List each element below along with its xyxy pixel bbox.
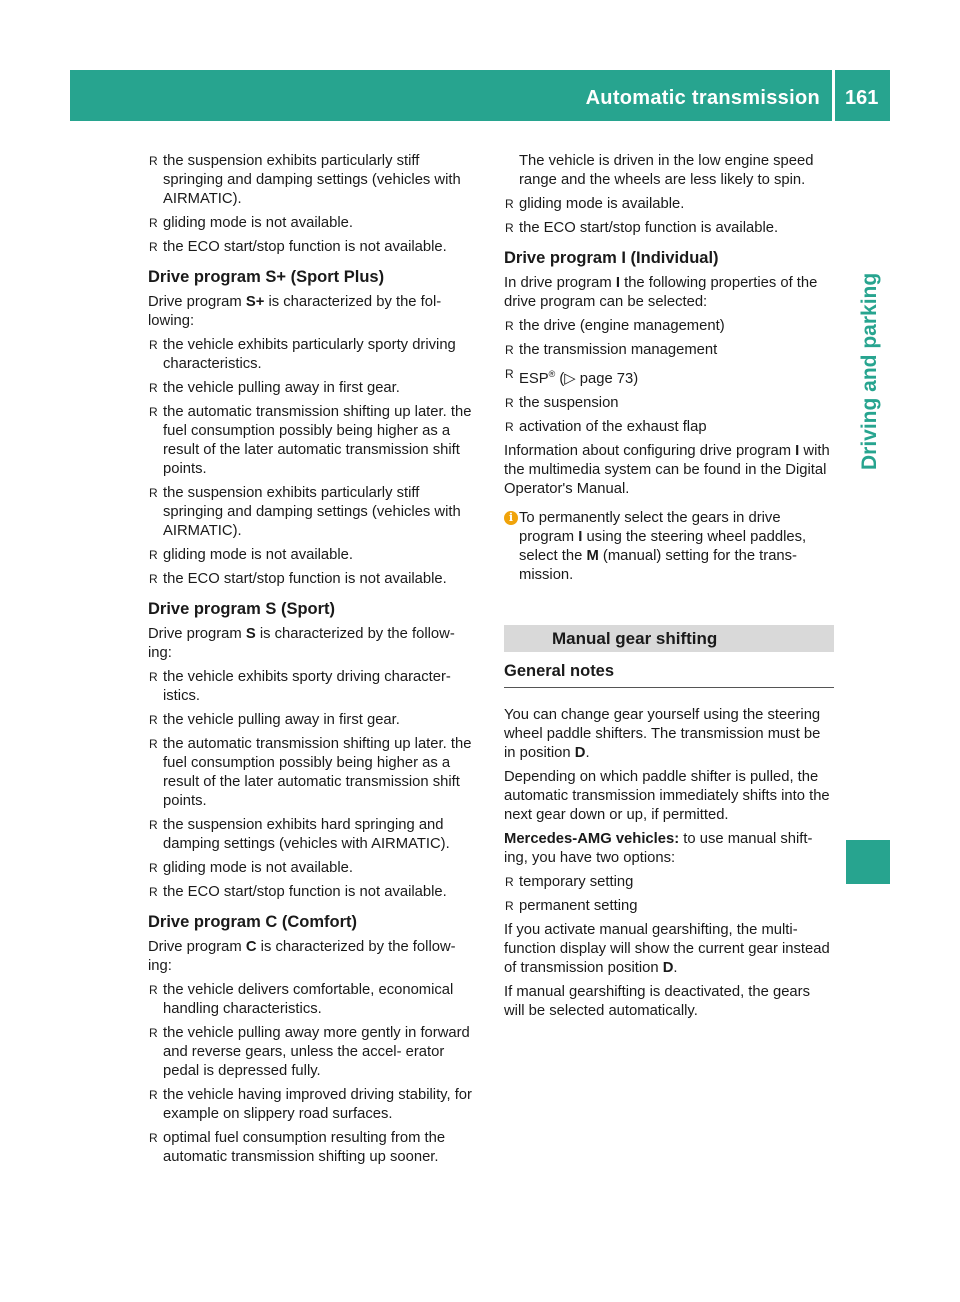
list-item: R gliding mode is not available. [149,547,354,563]
list-item: R the vehicle pulling away more gently in forward and reverse gears, unless the accel- erator pedal is depressed fully. [149,1025,470,1079]
list-item: R the suspension exhibits hard springing and damping settings (vehicles with AIRMATIC). [149,817,450,852]
page-reference-link[interactable]: (▷ page 73) [555,370,639,387]
section-heading: Drive program S+ (Sport Plus) [148,268,385,286]
list-item: R optimal fuel consumption resulting from the automatic transmission shifting up sooner. [149,1130,446,1165]
paragraph: Drive program S+ is characterized by the fol- lowing: [148,294,442,329]
list-item: R the ECO start/stop function is not available. [149,239,447,255]
list-item: R the suspension exhibits particularly stiff springing and damping settings (vehicles with AIRMATIC). [149,485,461,539]
list-item: R activation of the exhaust flap [505,418,707,435]
list-item: R the drive (engine management) [505,318,725,334]
paragraph: Drive program C is characterized by the follow- ing: [148,939,456,974]
right-column [504,152,834,1026]
list-item: R temporary setting [505,873,634,890]
paragraph: You can change gear yourself using the steering wheel paddle shifters. The transmission must be in position D. [504,706,821,761]
section-heading: Drive program C (Comfort) [148,913,358,931]
left-column [148,152,480,1172]
list-item: R the vehicle exhibits sporty driving character- istics. [149,669,451,704]
section-heading: Drive program I (Individual) [504,249,719,267]
section-heading: Drive program S (Sport) [148,600,336,618]
list-item: R the vehicle having improved driving stability, for example on slippery road surfaces. [149,1087,472,1122]
info-icon: i [504,511,518,525]
list-item: R the vehicle pulling away in first gear. [149,712,400,728]
list-item: R the automatic transmission shifting up later. the fuel consumption possibly being higher as a result of the later automatic transmission shift points. [149,404,472,477]
paragraph: Information about configuring drive program I with the multimedia system can be found in the Digital Operator's Manual. [504,442,830,497]
section-title-box: Manual gear shifting [504,625,834,652]
list-item: R the vehicle delivers comfortable, economical handling characteristics. [149,982,454,1017]
paragraph: Mercedes-AMG vehicles: to use manual shift- ing, you have two options: [504,830,813,866]
page-title: Automatic transmission [585,87,820,109]
paragraph: If you activate manual gearshifting, the multi- function display will show the current gear instead of transmission position D. [504,921,830,976]
subheading: General notes [504,662,834,688]
list-item: R the suspension exhibits particularly stiff springing and damping settings (vehicles with AIRMATIC). [149,153,461,207]
page-number: 161 [845,87,879,109]
list-item: R the ECO start/stop function is available. [505,220,779,236]
list-item: R the suspension [505,394,619,411]
list-item: R the ECO start/stop function is not available. [149,571,447,587]
paragraph: Drive program S is characterized by the follow- ing: [148,626,455,661]
side-tab-marker [846,840,890,884]
list-item: R the vehicle pulling away in first gear. [149,380,400,396]
list-item: R gliding mode is available. [505,196,685,212]
paragraph: In drive program I the following properties of the drive program can be selected: [504,275,818,310]
list-item: R permanent setting [505,897,638,914]
list-item: R the vehicle exhibits particularly sporty driving characteristics. [149,337,456,372]
list-item: R gliding mode is not available. [149,860,354,876]
paragraph: Depending on which paddle shifter is pulled, the automatic transmission immediately shifts into the next gear down or up, if permitted. [504,768,830,823]
list-item: R ESP® (▷ page 73) [505,367,639,387]
info-note: i To permanently select the gears in drive program I using the steering wheel paddles, select the M (manual) setting for the trans- mission. [504,509,834,585]
list-item: R gliding mode is not available. [149,215,354,231]
page-number-box [835,70,890,121]
paragraph: The vehicle is driven in the low engine speed range and the wheels are less likely to spin. [519,153,814,188]
list-item: R the automatic transmission shifting up later. the fuel consumption possibly being higher as a result of the later automatic transmission shift points. [149,736,472,809]
side-tab-label: Driving and parking [858,272,881,470]
list-item: R the transmission management [505,342,718,358]
list-item: R the ECO start/stop function is not available. [149,884,447,900]
header-bar [70,70,832,121]
paragraph: If manual gearshifting is deactivated, the gears will be selected automatically. [504,983,810,1019]
